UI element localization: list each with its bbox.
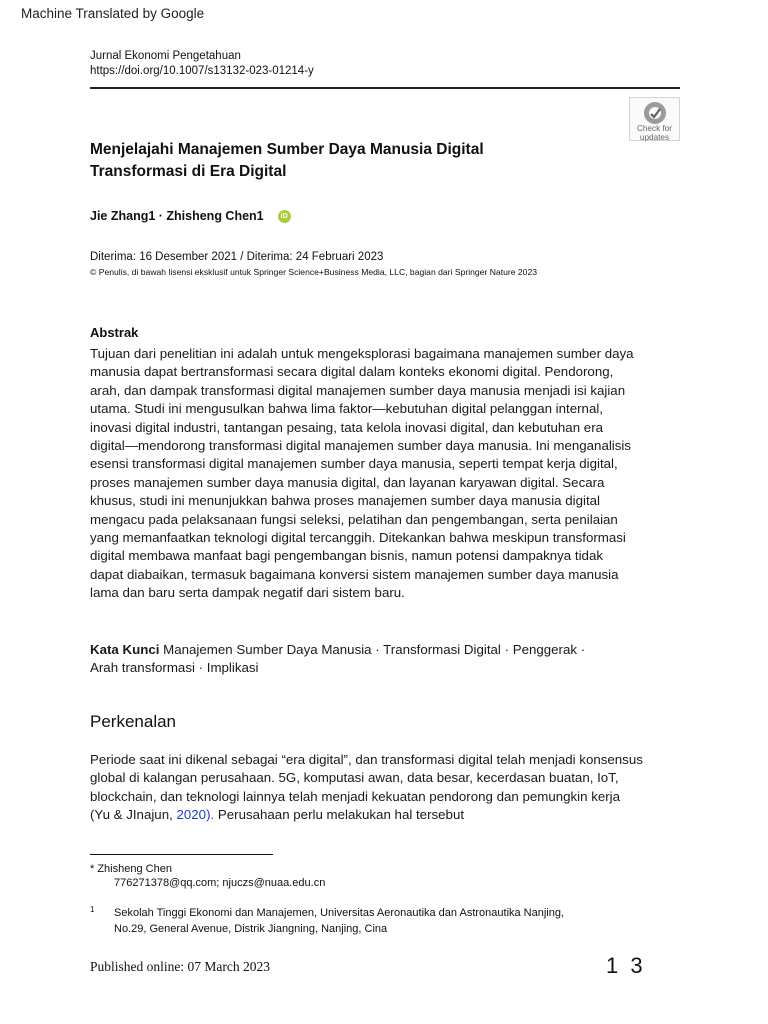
- orcid-icon[interactable]: iD: [278, 210, 291, 223]
- author-emails[interactable]: 776271378@qq.com; njuczs@nuaa.edu.cn: [114, 877, 326, 889]
- affiliation-line2: No.29, General Avenue, Distrik Jiangning, Nanjing, Cina: [114, 923, 388, 935]
- author-names: Jie Zhang1 · Zhisheng Chen1: [90, 209, 264, 223]
- section-heading-intro: Perkenalan: [90, 712, 177, 731]
- keywords-line2: Arah transformasi · Implikasi: [90, 660, 259, 676]
- paper-title: [90, 139, 630, 183]
- abstract-line: utama. Studi ini mengusulkan bahwa lima faktor—kebutuhan digital pelanggan internal,: [90, 401, 603, 417]
- abstract-line: esensi transformasi digital manajemen sumber daya manusia, seperti tempat kerja digital,: [90, 456, 618, 472]
- abstract-line: manusia dapat bertransformasi secara digital dalam konteks ekonomi digital. Pendorong,: [90, 364, 614, 380]
- abstract-line: yang memanfaatkan teknologi digital tercanggih. Ditekankan bahwa meskipun transformasi: [90, 530, 626, 546]
- keywords-text1: Manajemen Sumber Daya Manusia · Transformasi Digital · Penggerak ·: [163, 642, 586, 657]
- intro-last-pre: (Yu & JInajun,: [90, 807, 177, 823]
- abstract-line: khusus, studi ini menunjukkan bahwa proses manajemen sumber daya manusia digital: [90, 493, 600, 509]
- abstract-line: dapat diabaikan, termasuk bagaimana konversi sistem manajemen sumber daya manusia: [90, 566, 619, 582]
- abstract-line: lama dan baru serta dampak negatif dari sistem baru.: [90, 585, 405, 601]
- published-online: Published online: 07 March 2023: [90, 959, 270, 974]
- check-line1: Check for: [636, 124, 673, 133]
- check-for-updates-badge[interactable]: [629, 97, 680, 141]
- check-line2: updates: [639, 132, 670, 142]
- corresponding-author-footnote: [90, 862, 325, 890]
- intro-last-post: Perusahaan perlu melakukan hal tersebut: [214, 807, 465, 823]
- abstract-line: digital membawa manfaat bagi pengembangan bisnis, namun potensi dampaknya tidak: [90, 548, 603, 564]
- title-line2: Transformasi di Era Digital: [90, 163, 287, 180]
- keywords-label: Kata Kunci: [90, 642, 160, 657]
- journal-name: Jurnal Ekonomi Pengetahuan: [90, 50, 241, 62]
- abstract-line: mengacu pada pelaksanaan fungsi seleksi, pelatihan dan pengembangan, serta penilaian: [90, 511, 618, 527]
- abstract-line: proses manajemen sumber daya manusia digital, dan layanan karyawan digital. Secara: [90, 474, 605, 490]
- title-line1: Menjelajahi Manajemen Sumber Daya Manusia Digital: [90, 141, 484, 158]
- abstract-line: inovasi digital industri, tantangan pesaing, tata kelola inovasi digital, dan kebutuhan era: [90, 419, 604, 435]
- journal-header: [90, 49, 314, 79]
- machine-translation-banner: Machine Translated by Google: [21, 6, 205, 21]
- crossmark-icon: [642, 101, 668, 125]
- intro-line: global di kalangan perusahaan. 5G, komputasi awan, data besar, kecerdasan buatan, IoT,: [90, 770, 619, 786]
- corresponding-name: * Zhisheng Chen: [90, 863, 172, 875]
- abstract-line: digital—mendorong transformasi digital manajemen sumber daya manusia. Ini menganalisis: [90, 438, 632, 454]
- footnote-rule: [90, 854, 273, 855]
- intro-line-last: [90, 806, 710, 824]
- affiliation-footnote: [90, 905, 564, 937]
- copyright-notice: © Penulis, di bawah lisensi eksklusif untuk Springer Science+Business Media, LLC, bagian dari Springer Nature 2023: [90, 267, 538, 277]
- intro-body: [90, 751, 710, 825]
- intro-line: blockchain, dan teknologi lainnya telah menjadi kekuatan pendorong dan pemungkin kerja: [90, 788, 621, 804]
- abstract-body: [90, 345, 690, 603]
- authors: [90, 209, 291, 223]
- abstract-line: arah, dan dampak transformasi digital manajemen sumber daya manusia menjadi isi kajian: [90, 382, 626, 398]
- springer-page-mark: 1 3: [606, 953, 646, 978]
- abstract-line: Tujuan dari penelitian ini adalah untuk mengeksplorasi bagaimana manajemen sumber daya: [90, 346, 634, 361]
- intro-line: Periode saat ini dikenal sebagai “era digital”, dan transformasi digital telah menjadi konsensus: [90, 752, 643, 767]
- affiliation-marker: 1: [90, 905, 95, 914]
- affiliation-line1: Sekolah Tinggi Ekonomi dan Manajemen, Universitas Aeronautika dan Astronautika Nanjing,: [114, 907, 565, 919]
- doi-link[interactable]: https://doi.org/10.1007/s13132-023-01214-y: [90, 65, 314, 77]
- received-dates: Diterima: 16 Desember 2021 / Diterima: 24 Februari 2023: [90, 251, 384, 263]
- abstract-heading: Abstrak: [90, 325, 139, 340]
- header-rule: [90, 87, 680, 89]
- keywords-line1: [90, 641, 690, 659]
- keywords: [90, 641, 690, 678]
- citation-link[interactable]: 2020).: [176, 807, 215, 823]
